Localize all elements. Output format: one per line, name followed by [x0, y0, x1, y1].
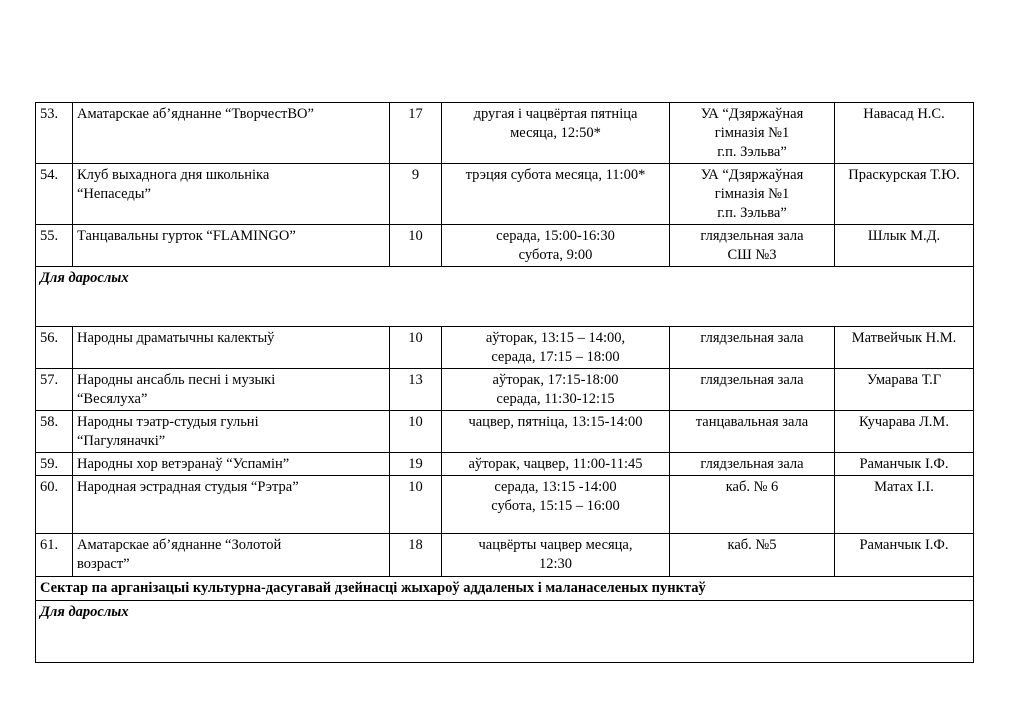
schedule-time: серада, 15:00-16:30 субота, 9:00 — [442, 225, 670, 267]
schedule-time: серада, 13:15 -14:00 субота, 15:15 – 16:00 — [442, 476, 670, 534]
venue: УА “Дзяржаўная гімназія №1 г.п. Зэльва” — [670, 103, 835, 164]
row-number: 57. — [36, 369, 73, 411]
row-number: 53. — [36, 103, 73, 164]
schedule-time: трэцяя субота месяца, 11:00* — [442, 164, 670, 225]
section-row — [36, 601, 974, 663]
venue: глядзельная зала — [670, 453, 835, 476]
leader: Раманчык І.Ф. — [835, 453, 974, 476]
group-name: Народны драматычны калектыў — [73, 327, 390, 369]
table-row — [36, 164, 974, 225]
group-name: Народны ансабль песні і музыкі “Весялуха” — [73, 369, 390, 411]
table-row — [36, 476, 974, 534]
table-row — [36, 453, 974, 476]
participant-count: 13 — [390, 369, 442, 411]
table-row — [36, 225, 974, 267]
group-name: Аматарскае аб’яднанне “ТворчестВО” — [73, 103, 390, 164]
group-name: Народны тэатр-студыя гульні “Пагуляначкі” — [73, 411, 390, 453]
venue: УА “Дзяржаўная гімназія №1 г.п. Зэльва” — [670, 164, 835, 225]
sector-heading: Сектар па арганізацыі культурна-дасугавай дзейнасці жыхароў аддаленых і маланаселеных пунктаў — [36, 577, 974, 601]
schedule-table — [35, 102, 974, 663]
venue: глядзельная зала СШ №3 — [670, 225, 835, 267]
participant-count: 10 — [390, 327, 442, 369]
table-row — [36, 411, 974, 453]
venue: глядзельная зала — [670, 369, 835, 411]
venue: глядзельная зала — [670, 327, 835, 369]
participant-count: 10 — [390, 411, 442, 453]
row-number: 54. — [36, 164, 73, 225]
leader: Матвейчык Н.М. — [835, 327, 974, 369]
table-row — [36, 327, 974, 369]
participant-count: 17 — [390, 103, 442, 164]
leader: Раманчык І.Ф. — [835, 534, 974, 577]
heading-row — [36, 577, 974, 601]
group-name: Народная эстрадная студыя “Рэтра” — [73, 476, 390, 534]
schedule-time: аўторак, 13:15 – 14:00, серада, 17:15 – 18:00 — [442, 327, 670, 369]
row-number: 56. — [36, 327, 73, 369]
leader: Праскурская Т.Ю. — [835, 164, 974, 225]
table-row — [36, 103, 974, 164]
section-title: Для дарослых — [36, 267, 974, 327]
participant-count: 10 — [390, 476, 442, 534]
group-name: Танцавальны гурток “FLAMINGO” — [73, 225, 390, 267]
row-number: 59. — [36, 453, 73, 476]
group-name: Аматарскае аб’яднанне “Золотой возраст” — [73, 534, 390, 577]
participant-count: 19 — [390, 453, 442, 476]
leader: Шлык М.Д. — [835, 225, 974, 267]
schedule-time: аўторак, 17:15-18:00 серада, 11:30-12:15 — [442, 369, 670, 411]
venue: каб. № 6 — [670, 476, 835, 534]
schedule-time: другая і чацвёртая пятніца месяца, 12:50* — [442, 103, 670, 164]
table-row — [36, 534, 974, 577]
leader: Кучарава Л.М. — [835, 411, 974, 453]
schedule-time: аўторак, чацвер, 11:00-11:45 — [442, 453, 670, 476]
row-number: 60. — [36, 476, 73, 534]
participant-count: 9 — [390, 164, 442, 225]
venue: танцавальная зала — [670, 411, 835, 453]
row-number: 55. — [36, 225, 73, 267]
participant-count: 10 — [390, 225, 442, 267]
table-row — [36, 369, 974, 411]
schedule-time: чацвер, пятніца, 13:15-14:00 — [442, 411, 670, 453]
row-number: 58. — [36, 411, 73, 453]
leader: Умарава Т.Г — [835, 369, 974, 411]
section-title: Для дарослых — [36, 601, 974, 663]
schedule-time: чацвёрты чацвер месяца, 12:30 — [442, 534, 670, 577]
group-name: Народны хор ветэранаў “Успамін” — [73, 453, 390, 476]
group-name: Клуб выхаднога дня школьніка “Непаседы” — [73, 164, 390, 225]
leader: Навасад Н.С. — [835, 103, 974, 164]
leader: Матах І.І. — [835, 476, 974, 534]
participant-count: 18 — [390, 534, 442, 577]
row-number: 61. — [36, 534, 73, 577]
section-row — [36, 267, 974, 327]
venue: каб. №5 — [670, 534, 835, 577]
